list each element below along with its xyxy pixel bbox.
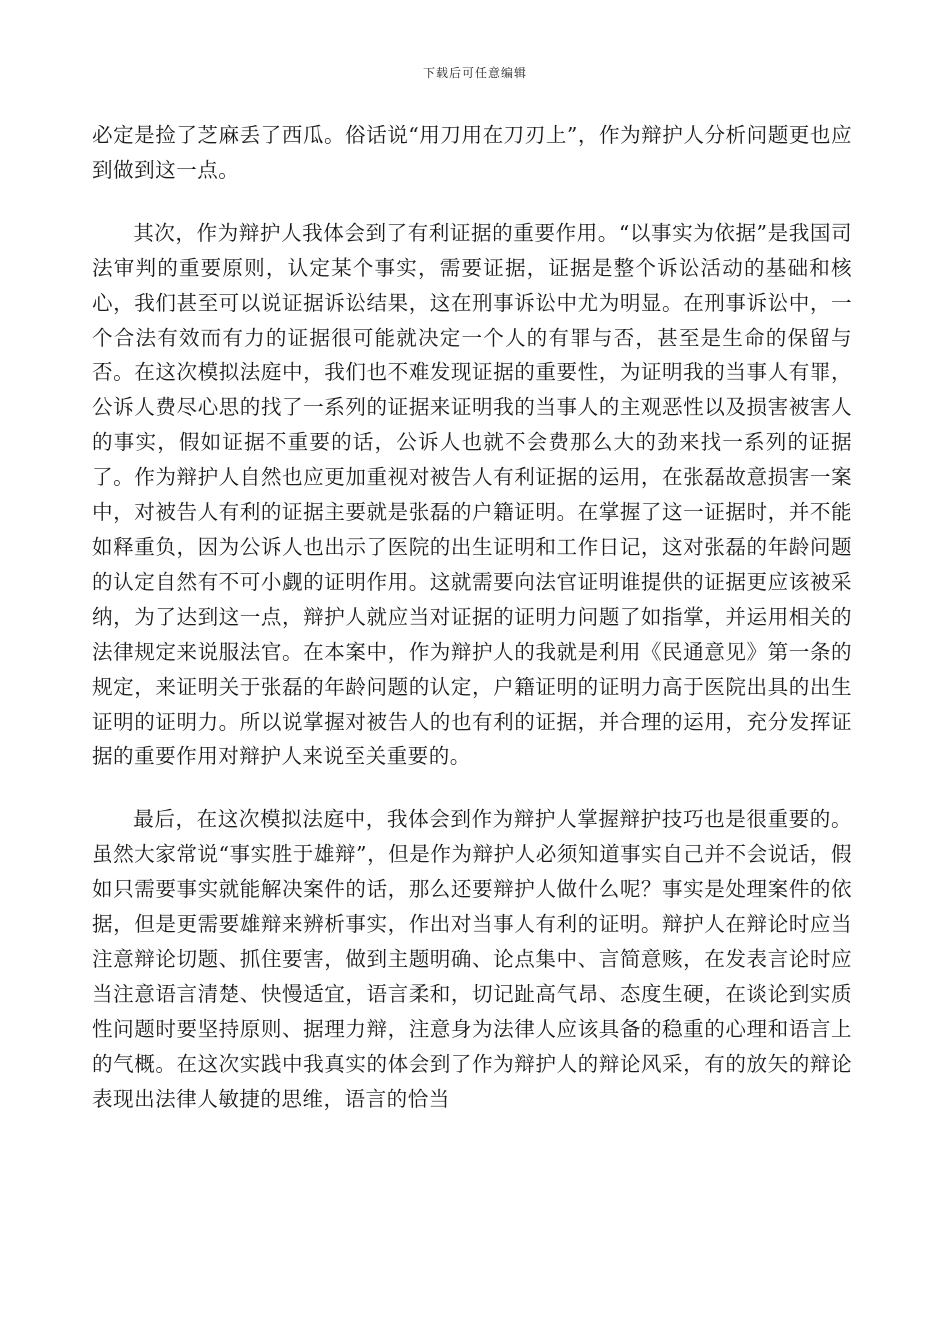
paragraph-evidence: 其次，作为辩护人我体会到了有利证据的重要作用。“以事实为依据”是我国司法审判的重要原则，认定某个事实，需要证据，证据是整个诉讼活动的基础和核心，我们甚至可以说证据诉讼结果，这在刑事诉讼中尤为明显。在刑事诉讼中，一个合法有效而有力的证据很可能就决定一个人的有罪与否，甚至是生命的保留与否。在这次模拟法庭中，我们也不难发现证据的重要性，为证明我的当事人有罪，公诉人费尽心思的找了一系列的证据来证明我的当事人的主观恶性以及损害被害人的事实，假如证据不重要的话，公诉人也就不会费那么大的劲来找一系列的证据了。作为辩护人自然也应更加重视对被告人有利证据的运用，在张磊故意损害一案中，对被告人有利的证据主要就是张磊的户籍证明。在掌握了这一证据时，并不能如释重负，因为公诉人也出示了医院的出生证明和工作日记，这对张磊的年龄问题的认定自然有不可小觑的证明作用。这就需要向法官证明谁提供的证据更应该被采纳，为了达到这一点，辩护人就应当对证据的证明力问题了如指掌，并运用相关的法律规定来说服法官。在本案中，作为辩护人的我就是利用《民通意见》第一条的规定，来证明关于张磊的年龄问题的认定，户籍证明的证明力高于医院出具的出生证明的证明力。所以说掌握对被告人的也有利的证据，并合理的运用，充分发挥证据的重要作用对辩护人来说至关重要的。 [92,220,852,769]
document-body [92,118,852,1116]
header-note: 下载后可任意编辑 [422,66,527,80]
paragraph-continuation: 必定是捡了芝麻丢了西瓜。俗话说“用刀用在刀刃上”，作为辩护人分析问题更也应到做到这一点。 [92,123,852,182]
paragraph-defense-skills: 最后，在这次模拟法庭中，我体会到作为辩护人掌握辩护技巧也是很重要的。虽然大家常说“事实胜于雄辩”，但是作为辩护人必须知道事实自己并不会说话，假如只需要事实就能解决案件的话，那么还要辩护人做什么呢？事实是处理案件的依据，但是更需要雄辩来辨析事实，作出对当事人有利的证明。辩护人在辩论时应当注意辩论切题、抓住要害，做到主题明确、论点集中、言简意赅，在发表言论时应当注意语言清楚、快慢适宜，语言柔和，切记趾高气昂、态度生硬，在谈论到实质性问题时要坚持原则、据理力辩，注意身为法律人应该具备的稳重的心理和语言上的气概。在这次实践中我真实的体会到了作为辩护人的辩论风采，有的放矢的辩论表现出法律人敏捷的思维，语言的恰当 [92,807,852,1111]
